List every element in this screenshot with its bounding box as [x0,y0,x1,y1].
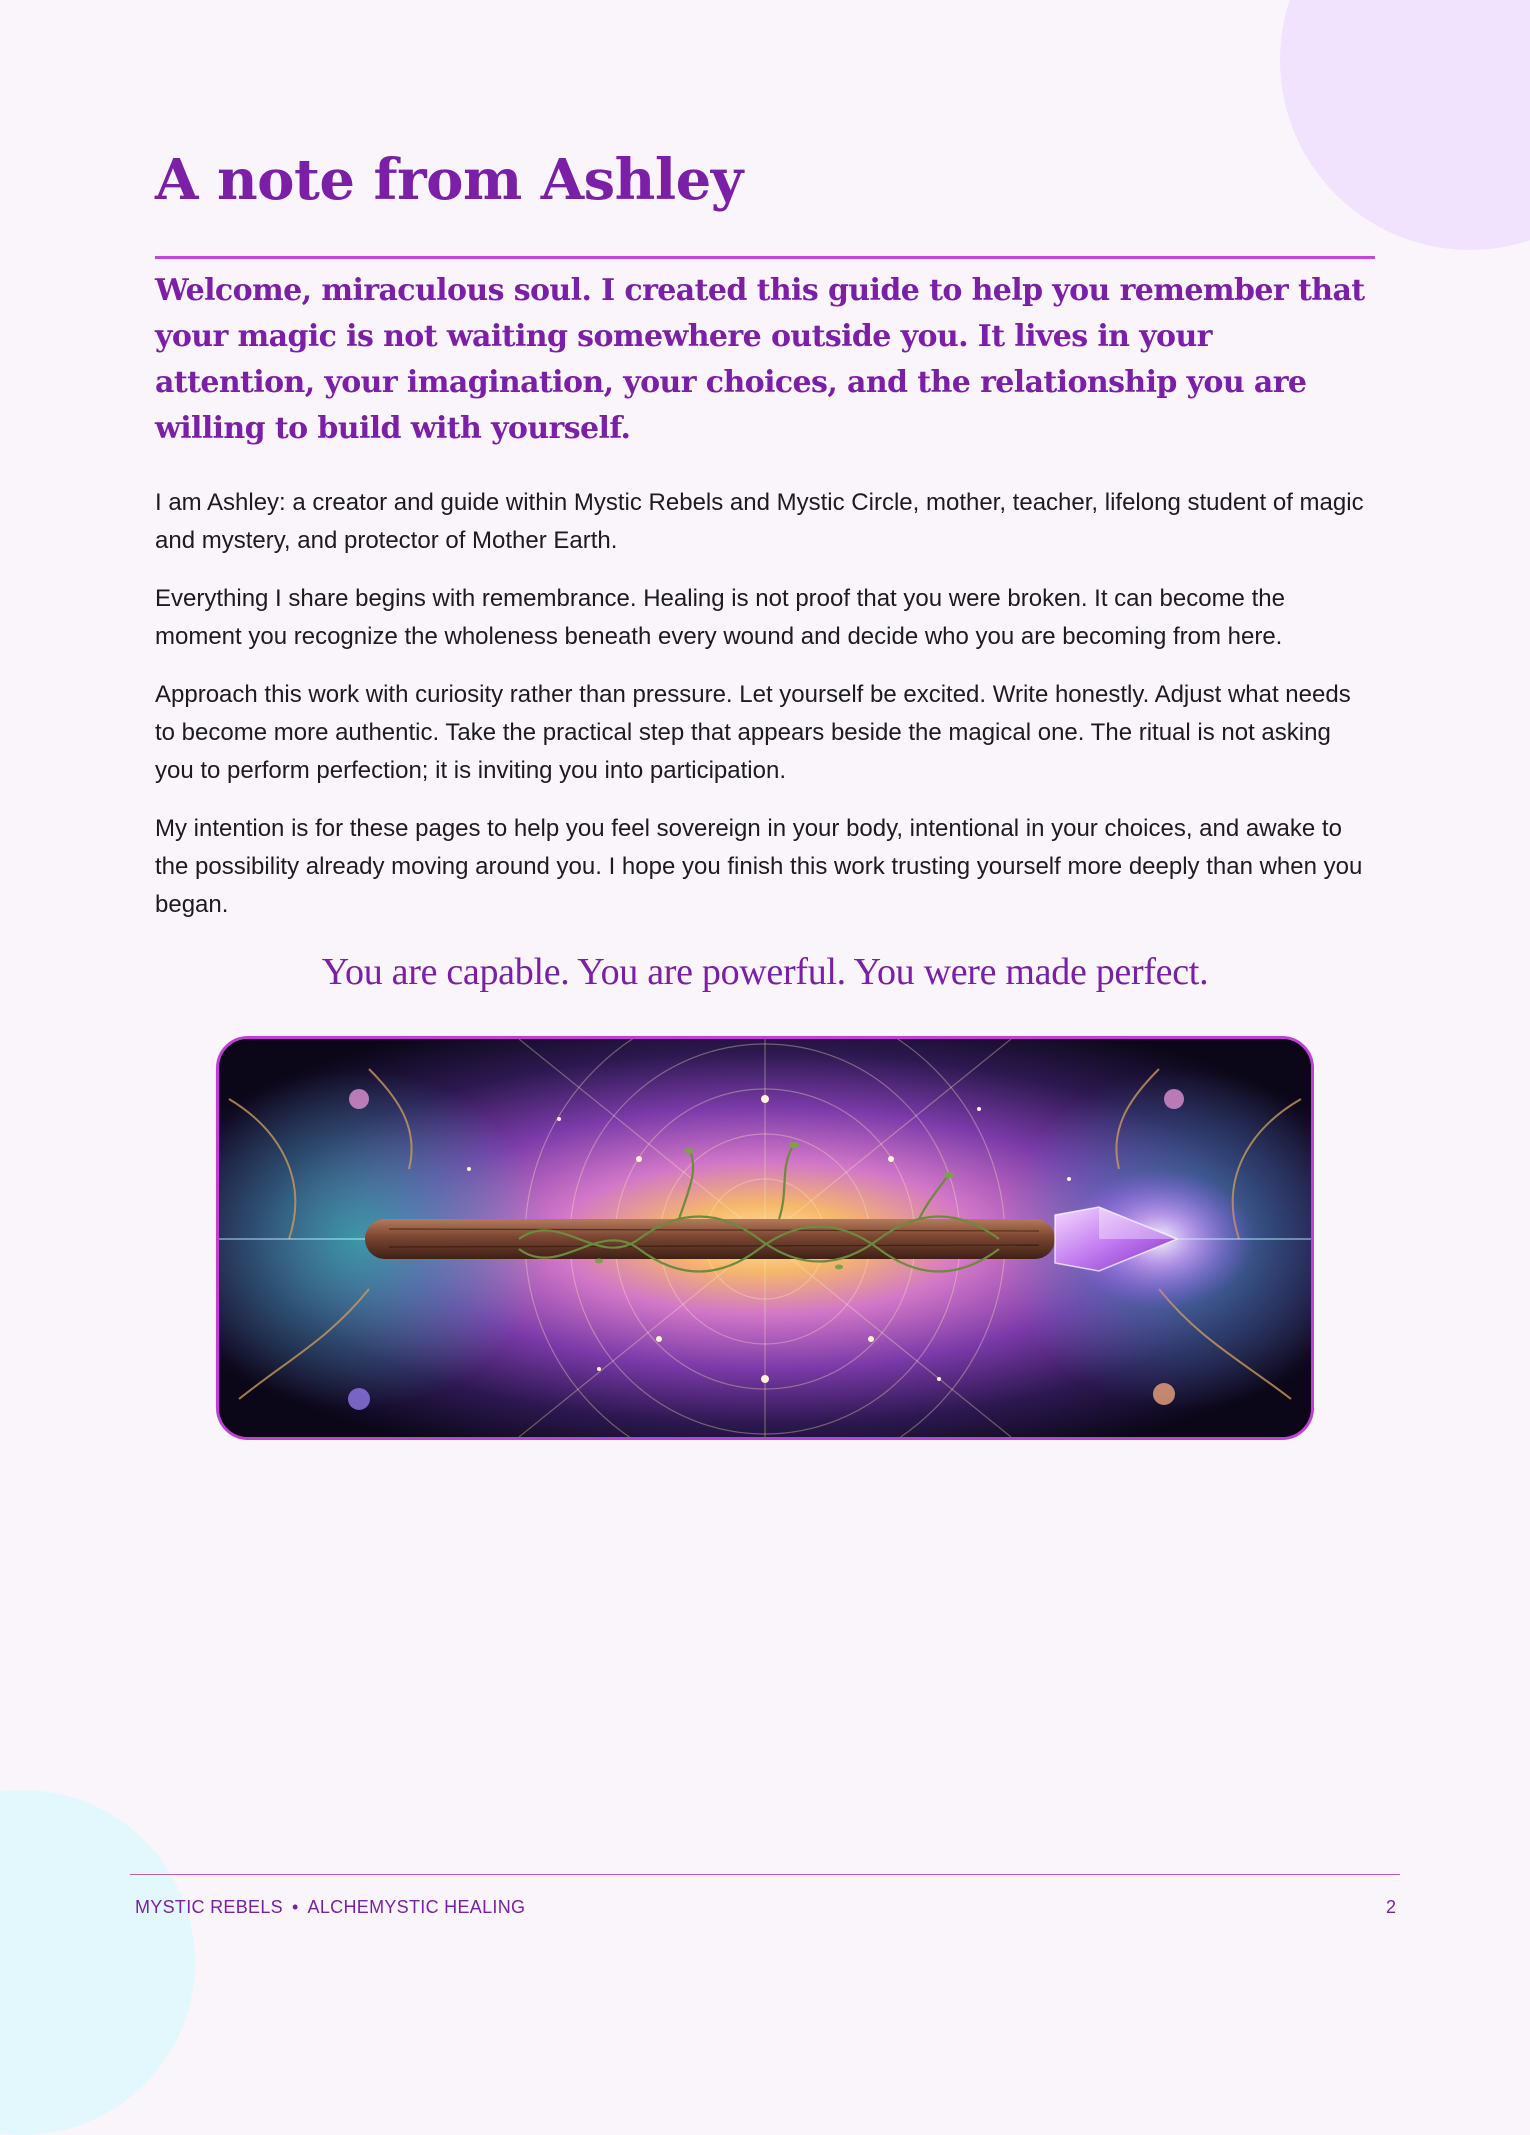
footer-brand: MYSTIC REBELS [135,1897,283,1917]
body-paragraph: Everything I share begins with remembrance. Healing is not proof that you were broken. It can become the moment you recognize the wholeness beneath every wound and decide who you are becoming from here. [155,585,1285,650]
title-divider [155,256,1375,259]
footer-label [135,1895,525,1919]
footer-divider [130,1874,1400,1875]
decorative-circle-top [1280,0,1530,250]
affirmation-quote: You are capable. You are powerful. You were made perfect. [321,951,1209,993]
body-paragraph: I am Ashley: a creator and guide within Mystic Rebels and Mystic Circle, mother, teacher, lifelong student of magic and mystery, and protector of Mother Earth. [155,489,1364,554]
body-paragraph: My intention is for these pages to help you feel sovereign in your body, intentional in your choices, and awake to the possibility already moving around you. I hope you finish this work trusting yourself more deeply than when you began. [155,815,1363,918]
decorative-circle-bottom [0,1790,195,2135]
footer-separator: • [291,1897,299,1917]
intro-text: Welcome, miraculous soul. I created this guide to help you remember that your magic is not waiting somewhere outside you. It lives in your attention, your imagination, your choices, and the relationship you are willing to build with yourself. [155,273,1365,446]
page-title: A note from Ashley [155,147,743,213]
page-number: 2 [1385,1897,1396,1917]
footer-section: ALCHEMYSTIC HEALING [307,1897,526,1917]
wand-illustration [216,1036,1314,1440]
body-paragraph: Approach this work with curiosity rather than pressure. Let yourself be excited. Write honestly. Adjust what needs to become more authentic. Take the practical step that appears beside the magical one. The ritual is not asking you to perform perfection; it is inviting you into participation. [155,681,1351,784]
